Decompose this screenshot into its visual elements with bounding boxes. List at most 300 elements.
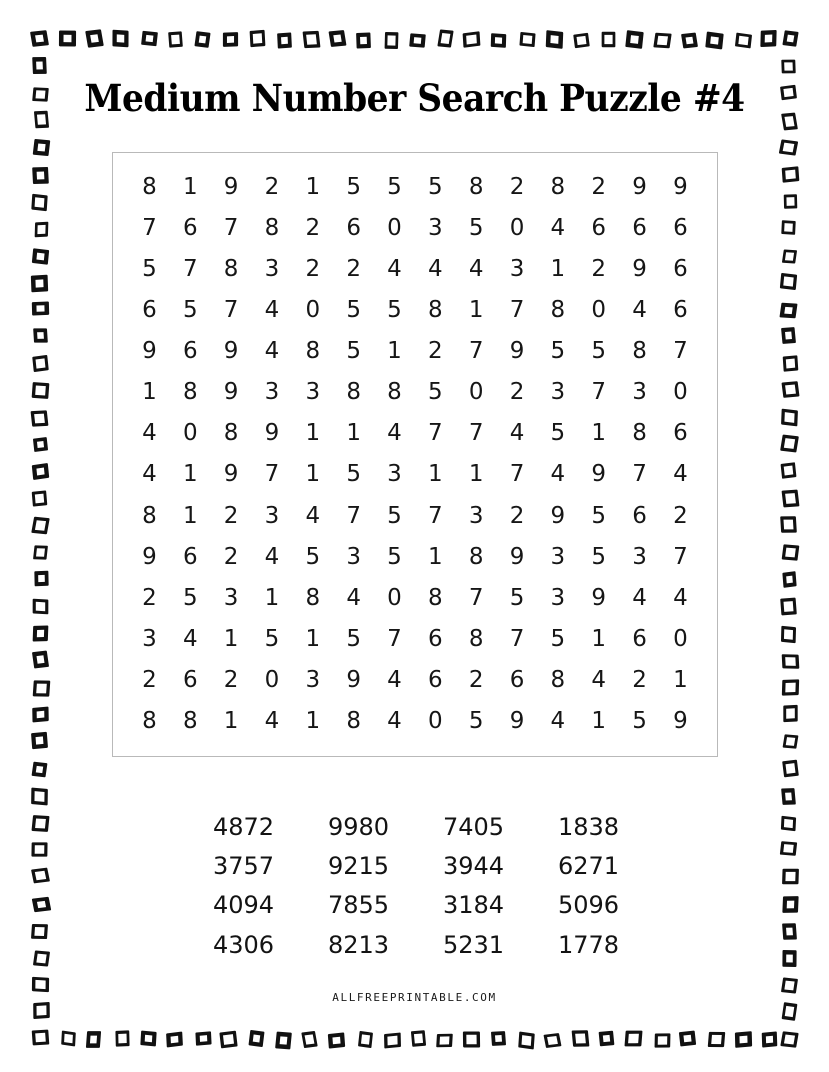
grid-cell: 3 bbox=[509, 256, 525, 283]
grid-cell: 4 bbox=[264, 297, 280, 324]
grid-cell: 5 bbox=[305, 543, 321, 570]
border-square-icon bbox=[782, 355, 798, 372]
grid-cell: 2 bbox=[142, 584, 157, 611]
border-square-icon bbox=[781, 435, 800, 453]
grid-row bbox=[129, 537, 701, 578]
grid-cell: 7 bbox=[591, 379, 607, 406]
grid-cell: 5 bbox=[346, 174, 361, 201]
grid-cell: 4 bbox=[387, 420, 402, 447]
grid-cell: 2 bbox=[305, 256, 321, 283]
word-list-item: 3757 bbox=[212, 852, 275, 881]
grid-cell: 1 bbox=[428, 543, 443, 570]
border-square-icon bbox=[782, 381, 800, 398]
grid-cell: 3 bbox=[632, 543, 647, 570]
grid-body bbox=[129, 167, 701, 742]
grid-row bbox=[129, 496, 701, 537]
grid-cell: 6 bbox=[142, 297, 157, 324]
grid-row bbox=[129, 578, 701, 619]
grid-cell: 9 bbox=[673, 174, 688, 201]
grid-cell: 2 bbox=[346, 256, 361, 283]
border-square-icon bbox=[463, 1031, 480, 1047]
grid-cell: 4 bbox=[387, 707, 402, 734]
border-square-icon bbox=[220, 1031, 238, 1049]
border-square-icon bbox=[602, 32, 616, 47]
grid-cell: 2 bbox=[223, 666, 239, 693]
grid-cell: 9 bbox=[223, 461, 239, 488]
grid-cell: 8 bbox=[550, 174, 566, 201]
grid-cell: 5 bbox=[591, 338, 607, 365]
border-square-icon bbox=[679, 1031, 696, 1047]
grid-cell: 6 bbox=[673, 215, 688, 242]
border-square-icon bbox=[302, 1030, 318, 1047]
grid-cell: 8 bbox=[550, 297, 566, 324]
grid-cell: 1 bbox=[591, 625, 607, 652]
border-square-icon bbox=[85, 29, 104, 47]
border-square-icon bbox=[31, 275, 48, 293]
border-square-icon bbox=[625, 30, 643, 49]
grid-cell: 2 bbox=[509, 379, 525, 406]
border-square-icon bbox=[303, 31, 321, 48]
grid-cell: 7 bbox=[182, 256, 198, 283]
word-list-item: 5231 bbox=[442, 930, 505, 959]
grid-cell: 1 bbox=[142, 379, 157, 406]
grid-row bbox=[129, 660, 701, 701]
word-list-row bbox=[186, 886, 646, 925]
grid-cell: 6 bbox=[673, 256, 688, 283]
border-square-icon bbox=[654, 1033, 670, 1047]
border-square-icon bbox=[31, 382, 49, 399]
grid-cell: 5 bbox=[387, 543, 402, 570]
grid-cell: 5 bbox=[346, 461, 361, 488]
border-square-icon bbox=[329, 30, 347, 47]
border-square-icon bbox=[781, 815, 796, 830]
grid-cell: 6 bbox=[182, 215, 198, 242]
grid-cell: 2 bbox=[223, 543, 239, 570]
border-square-icon bbox=[33, 626, 49, 642]
word-list-item: 1838 bbox=[557, 813, 620, 841]
grid-cell: 9 bbox=[509, 543, 525, 570]
border-square-icon bbox=[115, 1030, 129, 1046]
grid-cell: 4 bbox=[550, 461, 566, 488]
border-square-icon bbox=[358, 1031, 373, 1048]
grid-cell: 8 bbox=[428, 297, 443, 324]
grid-cell: 9 bbox=[223, 379, 239, 406]
border-square-icon bbox=[33, 706, 50, 722]
grid-cell: 1 bbox=[305, 174, 321, 201]
grid-cell: 8 bbox=[223, 420, 239, 447]
grid-cell: 8 bbox=[142, 502, 157, 529]
border-square-icon bbox=[782, 896, 798, 913]
grid-cell: 9 bbox=[591, 461, 607, 488]
border-square-icon bbox=[32, 897, 52, 912]
grid-cell: 4 bbox=[673, 461, 688, 488]
border-square-icon bbox=[32, 977, 49, 992]
border-square-icon bbox=[782, 950, 796, 967]
border-square-icon bbox=[32, 355, 49, 372]
grid-cell: 8 bbox=[264, 215, 280, 242]
border-square-icon bbox=[708, 1032, 726, 1047]
border-square-icon bbox=[328, 1032, 345, 1048]
grid-row bbox=[129, 331, 701, 372]
border-square-icon bbox=[780, 516, 797, 532]
grid-cell: 0 bbox=[387, 215, 402, 242]
border-square-icon bbox=[409, 33, 426, 47]
border-square-icon bbox=[518, 1031, 535, 1049]
border-square-icon bbox=[411, 1030, 426, 1047]
grid-cell: 8 bbox=[142, 707, 157, 734]
page-title: Medium Number Search Puzzle #4 bbox=[84, 76, 745, 120]
word-list-item: 6271 bbox=[557, 852, 620, 881]
border-square-icon bbox=[277, 33, 292, 49]
border-square-icon bbox=[31, 868, 50, 884]
grid-cell: 5 bbox=[346, 625, 361, 652]
border-square-icon bbox=[30, 30, 49, 47]
border-square-icon bbox=[783, 705, 797, 722]
grid-cell: 1 bbox=[591, 707, 607, 734]
border-square-icon bbox=[140, 1031, 156, 1047]
grid-cell: 1 bbox=[346, 420, 361, 447]
grid-cell: 5 bbox=[387, 174, 402, 201]
grid-cell: 2 bbox=[509, 502, 525, 529]
grid-table bbox=[129, 167, 701, 742]
grid-cell: 3 bbox=[550, 379, 566, 406]
border-square-icon bbox=[781, 1003, 797, 1022]
word-list-item: 3184 bbox=[442, 891, 505, 920]
border-square-icon bbox=[599, 1030, 615, 1046]
border-square-icon bbox=[781, 544, 799, 560]
grid-cell: 1 bbox=[468, 297, 484, 324]
grid-cell: 6 bbox=[673, 297, 688, 324]
grid-cell: 7 bbox=[468, 420, 484, 447]
grid-cell: 9 bbox=[509, 707, 525, 734]
grid-cell: 2 bbox=[223, 502, 239, 529]
grid-cell: 9 bbox=[550, 502, 566, 529]
border-square-icon bbox=[780, 1031, 798, 1047]
grid-cell: 0 bbox=[305, 297, 321, 324]
grid-cell: 3 bbox=[264, 379, 280, 406]
border-square-icon bbox=[86, 1031, 101, 1048]
grid-cell: 3 bbox=[305, 379, 321, 406]
word-list-row bbox=[186, 847, 646, 886]
border-square-icon bbox=[250, 30, 266, 47]
grid-row bbox=[129, 290, 701, 331]
grid-cell: 7 bbox=[673, 543, 688, 570]
grid-cell: 4 bbox=[387, 666, 402, 693]
grid-cell: 6 bbox=[632, 502, 647, 529]
border-square-icon bbox=[32, 249, 49, 265]
grid-cell: 2 bbox=[142, 666, 157, 693]
border-square-icon bbox=[34, 1002, 51, 1019]
grid-cell: 1 bbox=[305, 707, 321, 734]
border-square-icon bbox=[653, 32, 671, 48]
border-square-icon bbox=[783, 30, 799, 47]
word-list-item: 7855 bbox=[327, 891, 390, 920]
border-square-icon bbox=[780, 841, 797, 856]
border-square-icon bbox=[462, 31, 480, 47]
grid-cell: 4 bbox=[591, 666, 607, 693]
grid-cell: 6 bbox=[509, 666, 525, 693]
grid-cell: 7 bbox=[346, 502, 361, 529]
grid-cell: 7 bbox=[223, 215, 239, 242]
grid-cell: 4 bbox=[632, 584, 647, 611]
grid-row bbox=[129, 249, 701, 290]
grid-cell: 4 bbox=[264, 543, 280, 570]
grid-cell: 8 bbox=[387, 379, 402, 406]
border-square-icon bbox=[33, 328, 48, 342]
grid-cell: 5 bbox=[550, 338, 566, 365]
border-square-icon bbox=[783, 734, 799, 748]
grid-cell: 7 bbox=[509, 297, 525, 324]
grid-cell: 3 bbox=[305, 666, 321, 693]
grid-cell: 9 bbox=[509, 338, 525, 365]
grid-cell: 8 bbox=[182, 707, 198, 734]
grid-cell: 7 bbox=[509, 461, 525, 488]
grid-cell: 3 bbox=[346, 543, 361, 570]
grid-cell: 6 bbox=[591, 215, 607, 242]
grid-cell: 1 bbox=[428, 461, 443, 488]
grid-row bbox=[129, 167, 701, 208]
grid-cell: 4 bbox=[305, 502, 321, 529]
grid-cell: 7 bbox=[673, 338, 688, 365]
grid-cell: 2 bbox=[632, 666, 647, 693]
border-square-icon bbox=[33, 680, 51, 696]
grid-cell: 3 bbox=[264, 502, 280, 529]
grid-cell: 2 bbox=[305, 215, 321, 242]
border-square-icon bbox=[31, 302, 48, 316]
grid-row bbox=[129, 372, 701, 413]
word-list-item: 9215 bbox=[327, 852, 390, 881]
border-square-icon bbox=[782, 571, 796, 588]
border-square-icon bbox=[31, 732, 48, 750]
border-square-icon bbox=[31, 762, 47, 778]
border-square-icon bbox=[32, 815, 50, 832]
grid-cell: 0 bbox=[509, 215, 525, 242]
grid-cell: 9 bbox=[591, 584, 607, 611]
grid-cell: 1 bbox=[305, 625, 321, 652]
border-square-icon bbox=[34, 571, 48, 587]
grid-cell: 5 bbox=[346, 338, 361, 365]
grid-cell: 0 bbox=[387, 584, 402, 611]
grid-cell: 5 bbox=[509, 584, 525, 611]
border-square-icon bbox=[31, 924, 48, 939]
grid-cell: 7 bbox=[632, 461, 647, 488]
grid-cell: 3 bbox=[550, 584, 566, 611]
border-square-icon bbox=[384, 1032, 401, 1048]
grid-row bbox=[129, 413, 701, 454]
grid-cell: 8 bbox=[468, 174, 484, 201]
border-square-icon bbox=[33, 437, 48, 452]
grid-cell: 9 bbox=[264, 420, 280, 447]
grid-cell: 4 bbox=[142, 461, 157, 488]
border-square-icon bbox=[32, 463, 49, 480]
grid-cell: 4 bbox=[673, 584, 688, 611]
grid-cell: 2 bbox=[591, 174, 607, 201]
grid-row bbox=[129, 208, 701, 249]
grid-cell: 0 bbox=[182, 420, 198, 447]
border-square-icon bbox=[779, 139, 798, 155]
border-square-icon bbox=[781, 408, 798, 426]
border-square-icon bbox=[32, 490, 48, 506]
border-square-icon bbox=[33, 598, 49, 614]
grid-cell: 8 bbox=[142, 174, 157, 201]
border-square-icon bbox=[32, 194, 48, 211]
grid-cell: 6 bbox=[673, 420, 688, 447]
grid-cell: 6 bbox=[346, 215, 361, 242]
grid-cell: 3 bbox=[632, 379, 647, 406]
border-square-icon bbox=[31, 843, 47, 857]
grid-cell: 6 bbox=[632, 625, 647, 652]
border-square-icon bbox=[624, 1031, 642, 1047]
grid-cell: 9 bbox=[142, 338, 157, 365]
grid-cell: 6 bbox=[428, 625, 443, 652]
grid-cell: 5 bbox=[142, 256, 157, 283]
border-square-icon bbox=[782, 680, 799, 696]
border-square-icon bbox=[780, 273, 797, 290]
grid-cell: 5 bbox=[387, 297, 402, 324]
grid-cell: 7 bbox=[223, 297, 239, 324]
grid-cell: 4 bbox=[264, 338, 280, 365]
grid-cell: 6 bbox=[182, 666, 198, 693]
grid-cell: 5 bbox=[550, 625, 566, 652]
border-square-icon bbox=[781, 166, 799, 182]
border-square-icon bbox=[32, 166, 49, 183]
border-square-icon bbox=[781, 60, 795, 74]
grid-cell: 7 bbox=[264, 461, 280, 488]
border-square-icon bbox=[195, 1031, 211, 1046]
grid-cell: 3 bbox=[387, 461, 402, 488]
border-square-icon bbox=[168, 31, 183, 47]
grid-cell: 7 bbox=[468, 584, 484, 611]
border-square-icon bbox=[195, 32, 211, 49]
border-square-icon bbox=[543, 1033, 561, 1048]
grid-cell: 7 bbox=[387, 625, 402, 652]
grid-cell: 5 bbox=[428, 379, 443, 406]
grid-cell: 0 bbox=[673, 625, 688, 652]
grid-cell: 9 bbox=[223, 174, 239, 201]
grid-cell: 7 bbox=[509, 625, 525, 652]
grid-cell: 8 bbox=[305, 338, 321, 365]
border-square-icon bbox=[781, 220, 795, 235]
grid-cell: 9 bbox=[346, 666, 361, 693]
grid-cell: 5 bbox=[468, 707, 484, 734]
grid-cell: 1 bbox=[264, 584, 280, 611]
border-square-icon bbox=[782, 868, 799, 883]
border-square-icon bbox=[248, 1030, 264, 1047]
border-square-icon bbox=[735, 1032, 752, 1049]
border-square-icon bbox=[760, 30, 776, 47]
grid-cell: 9 bbox=[142, 543, 157, 570]
grid-cell: 2 bbox=[468, 666, 484, 693]
grid-cell: 7 bbox=[428, 420, 443, 447]
word-list-row bbox=[186, 808, 646, 847]
grid-cell: 1 bbox=[182, 174, 198, 201]
border-square-icon bbox=[784, 194, 798, 208]
word-list-item: 3944 bbox=[442, 852, 505, 881]
border-square-icon bbox=[32, 650, 49, 668]
border-square-icon bbox=[706, 31, 724, 49]
grid-cell: 5 bbox=[182, 297, 198, 324]
grid-cell: 8 bbox=[468, 543, 484, 570]
border-square-icon bbox=[779, 303, 797, 319]
border-square-icon bbox=[223, 32, 238, 47]
grid-cell: 5 bbox=[264, 625, 280, 652]
grid-cell: 2 bbox=[264, 174, 280, 201]
grid-cell: 0 bbox=[673, 379, 688, 406]
grid-cell: 3 bbox=[264, 256, 280, 283]
grid-cell: 5 bbox=[591, 502, 607, 529]
border-square-icon bbox=[782, 760, 799, 778]
border-square-icon bbox=[681, 33, 698, 49]
grid-cell: 1 bbox=[673, 666, 688, 693]
grid-cell: 4 bbox=[468, 256, 484, 283]
grid-cell: 7 bbox=[142, 215, 157, 242]
grid-cell: 4 bbox=[632, 297, 647, 324]
grid-cell: 1 bbox=[305, 420, 321, 447]
grid-cell: 6 bbox=[428, 666, 443, 693]
grid-cell: 8 bbox=[550, 666, 566, 693]
grid-cell: 1 bbox=[223, 625, 239, 652]
grid-cell: 9 bbox=[223, 338, 239, 365]
grid-cell: 8 bbox=[223, 256, 239, 283]
word-list-body bbox=[186, 808, 646, 965]
grid-cell: 1 bbox=[182, 502, 198, 529]
grid-cell: 6 bbox=[182, 338, 198, 365]
grid-cell: 0 bbox=[591, 297, 607, 324]
grid-cell: 9 bbox=[632, 256, 647, 283]
grid-cell: 7 bbox=[468, 338, 484, 365]
word-list-item: 4094 bbox=[212, 891, 275, 920]
border-square-icon bbox=[59, 31, 76, 47]
grid-cell: 3 bbox=[223, 584, 239, 611]
border-square-icon bbox=[781, 462, 797, 479]
border-square-icon bbox=[571, 1030, 589, 1047]
grid-cell: 3 bbox=[468, 502, 484, 529]
border-square-icon bbox=[573, 33, 590, 48]
grid-cell: 8 bbox=[305, 584, 321, 611]
border-square-icon bbox=[782, 249, 797, 263]
grid-cell: 3 bbox=[142, 625, 157, 652]
grid-cell: 4 bbox=[550, 215, 566, 242]
grid-cell: 6 bbox=[182, 543, 198, 570]
grid-cell: 5 bbox=[346, 297, 361, 324]
grid-cell: 7 bbox=[428, 502, 443, 529]
border-square-icon bbox=[166, 1031, 183, 1047]
border-square-icon bbox=[546, 30, 564, 49]
border-square-icon bbox=[781, 489, 799, 507]
grid-cell: 1 bbox=[223, 707, 239, 734]
grid-cell: 2 bbox=[509, 174, 525, 201]
grid-cell: 4 bbox=[142, 420, 157, 447]
grid-cell: 1 bbox=[305, 461, 321, 488]
grid-cell: 0 bbox=[264, 666, 280, 693]
border-square-icon bbox=[780, 598, 797, 616]
grid-cell: 8 bbox=[346, 379, 361, 406]
number-search-grid bbox=[112, 152, 718, 757]
grid-cell: 1 bbox=[387, 338, 402, 365]
word-list-item: 4306 bbox=[212, 930, 275, 959]
border-square-icon bbox=[31, 1030, 49, 1046]
grid-cell: 3 bbox=[428, 215, 443, 242]
grid-cell: 4 bbox=[387, 256, 402, 283]
grid-cell: 8 bbox=[632, 420, 647, 447]
grid-cell: 1 bbox=[550, 256, 566, 283]
border-square-icon bbox=[275, 1032, 292, 1050]
grid-cell: 2 bbox=[428, 338, 443, 365]
grid-cell: 5 bbox=[591, 543, 607, 570]
border-square-icon bbox=[34, 222, 48, 238]
grid-cell: 1 bbox=[468, 461, 484, 488]
border-square-icon bbox=[436, 1033, 453, 1047]
